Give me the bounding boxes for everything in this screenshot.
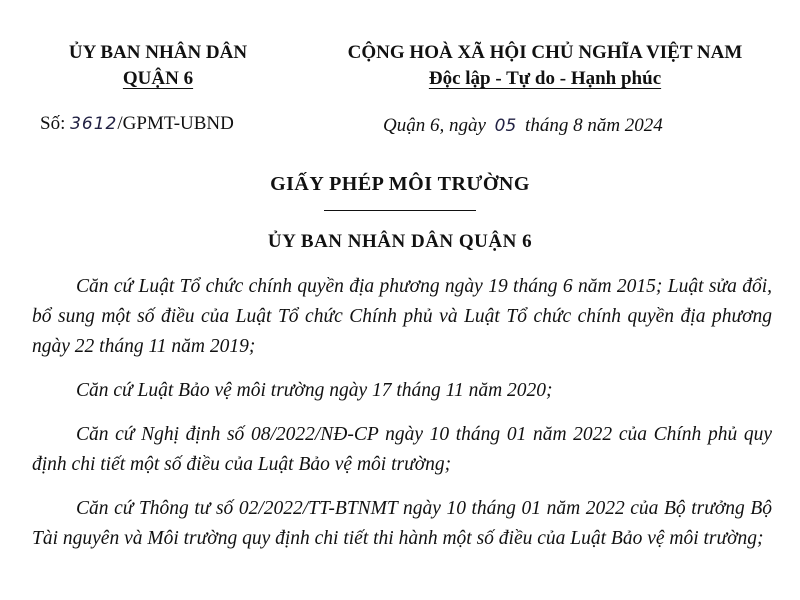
issuer-heading: ỦY BAN NHÂN DÂN QUẬN 6 xyxy=(267,231,533,252)
legal-basis-paragraph: Căn cứ Thông tư số 02/2022/TT-BTNMT ngày 10 tháng 01 năm 2022 của Bộ trưởng Bộ Tài nguyên và Môi trường quy định chi tiết thi hành một số điều của Luật Bảo vệ môi trường; xyxy=(32,498,772,549)
national-header xyxy=(305,40,785,92)
document-number xyxy=(40,113,234,135)
issue-date-day: 05 xyxy=(494,116,517,136)
national-title: CỘNG HOÀ XÃ HỘI CHỦ NGHĨA VIỆT NAM xyxy=(347,42,743,63)
title-underline xyxy=(324,210,476,211)
issue-date-prefix: Quận 6, ngày xyxy=(383,115,491,136)
document-body xyxy=(32,272,772,554)
document-number-suffix: /GPMT-UBND xyxy=(117,113,234,134)
issuing-agency xyxy=(28,40,288,92)
legal-basis-paragraph: Căn cứ Luật Tổ chức chính quyền địa phương ngày 19 tháng 6 năm 2015; Luật sửa đổi, bổ sung một số điều của Luật Tổ chức Chính phủ và Luật Tổ chức chính quyền địa phương ngày 22 tháng 11 năm 2019; xyxy=(32,276,772,357)
document-title: GIẤY PHÉP MÔI TRƯỜNG xyxy=(270,173,530,195)
agency-district: QUẬN 6 xyxy=(122,68,194,89)
legal-basis-paragraph: Căn cứ Nghị định số 08/2022/NĐ-CP ngày 10 tháng 01 năm 2022 của Chính phủ quy định chi tiết một số điều của Luật Bảo vệ môi trường; xyxy=(32,424,772,475)
document-number-handwritten: 3612 xyxy=(70,114,118,134)
national-motto: Độc lập - Tự do - Hạnh phúc xyxy=(428,68,662,89)
issue-date xyxy=(383,115,663,137)
issue-date-suffix: tháng 8 năm 2024 xyxy=(520,115,663,136)
legal-basis-paragraph: Căn cứ Luật Bảo vệ môi trường ngày 17 tháng 11 năm 2020; xyxy=(76,380,553,401)
agency-name: ỦY BAN NHÂN DÂN xyxy=(68,42,248,63)
document-number-prefix: Số: xyxy=(40,113,71,134)
